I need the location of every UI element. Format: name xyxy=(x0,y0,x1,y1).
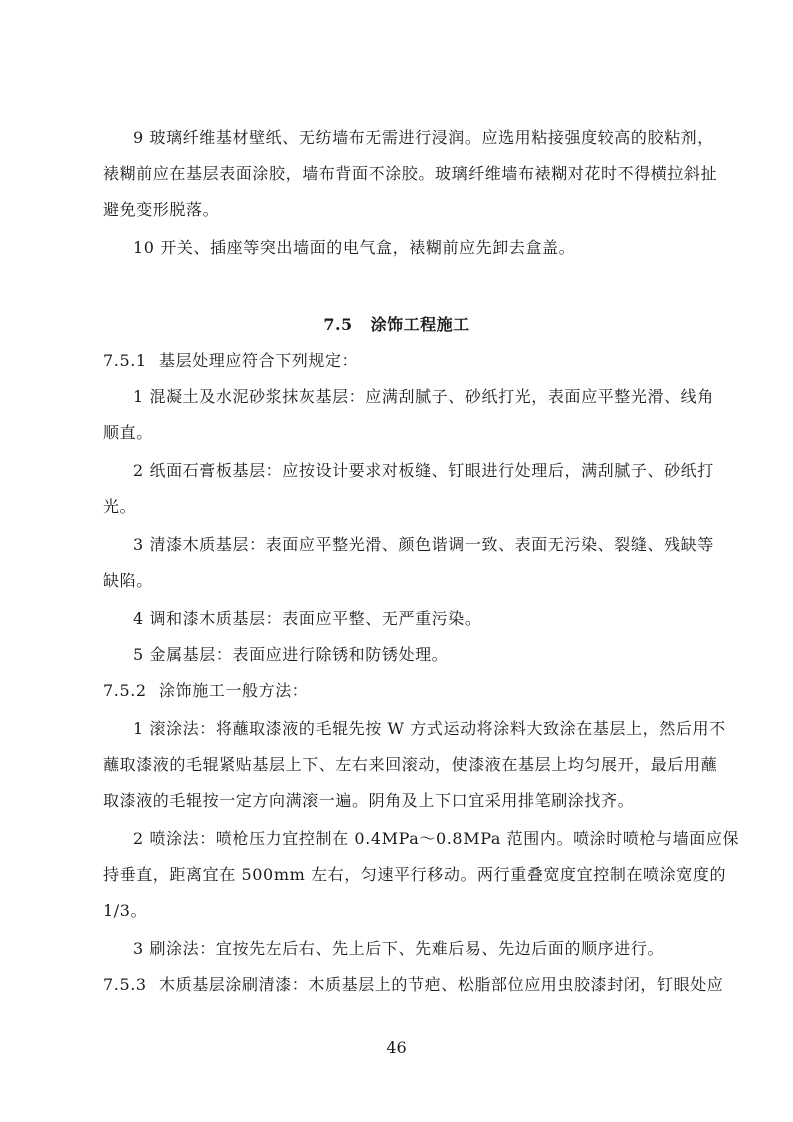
paragraph-line: 裱糊前应在基层表面涂胶，墙布背面不涂胶。玻璃纤维墙布裱糊对花时不得横拉斜扯 xyxy=(103,164,718,183)
section-heading xyxy=(0,315,793,335)
clause-number: 7.5.1 xyxy=(103,351,147,370)
paragraph-line: 10 开关、插座等突出墙面的电气盒，裱糊前应先卸去盒盖。 xyxy=(133,238,576,257)
paragraph-line: 2 纸面石膏板基层：应按设计要求对板缝、钉眼进行处理后，满刮腻子、砂纸打 xyxy=(133,461,714,480)
clause-number: 7.5.2 xyxy=(103,681,147,700)
paragraph-line: 5 金属基层：表面应进行除锈和防锈处理。 xyxy=(133,645,449,664)
paragraph-line: 持垂直，距离宜在 500mm 左右，匀速平行移动。两行重叠宽度宜控制在喷涂宽度的 xyxy=(103,865,727,884)
paragraph-line: 取漆液的毛辊按一定方向满滚一遍。阴角及上下口宜采用排笔刷涂找齐。 xyxy=(103,791,635,810)
paragraph-line: 蘸取漆液的毛辊紧贴基层上下、左右来回滚动，使漆液在基层上均匀展开，最后用蘸 xyxy=(103,755,718,774)
paragraph-line: 1 混凝土及水泥砂浆抹灰基层：应满刮腻子、砂纸打光，表面应平整光滑、线角 xyxy=(133,387,714,406)
section-title: 涂饰工程施工 xyxy=(370,315,470,334)
clause-7-5-3 xyxy=(103,975,723,995)
paragraph-line: 1 滚涂法：将蘸取漆液的毛辊先按 W 方式运动将涂料大致涂在基层上，然后用不 xyxy=(133,719,726,738)
paragraph-line: 光。 xyxy=(103,497,137,516)
clause-text: 基层处理应符合下列规定： xyxy=(159,351,359,370)
paragraph-line: 3 清漆木质基层：表面应平整光滑、颜色谐调一致、表面无污染、裂缝、残缺等 xyxy=(133,535,714,554)
paragraph-line: 1/3。 xyxy=(103,901,148,920)
clause-7-5-1 xyxy=(103,351,358,371)
section-number: 7.5 xyxy=(323,315,353,334)
clause-text: 涂饰施工一般方法： xyxy=(159,681,309,700)
paragraph-line: 3 刷涂法：宜按先左后右、先上后下、先难后易、先边后面的顺序进行。 xyxy=(133,939,665,958)
clause-text: 木质基层涂刷清漆：木质基层上的节疤、松脂部位应用虫胶漆封闭，钉眼处应 xyxy=(159,975,724,994)
paragraph-line: 顺直。 xyxy=(103,423,153,442)
paragraph-line: 缺陷。 xyxy=(103,571,153,590)
clause-number: 7.5.3 xyxy=(103,975,147,994)
paragraph-line: 2 喷涂法：喷枪压力宜控制在 0.4MPa～0.8MPa 范围内。喷涂时喷枪与墙面应保 xyxy=(133,829,740,848)
paragraph-line: 9 玻璃纤维基材壁纸、无纺墙布无需进行浸润。应选用粘接强度较高的胶粘剂， xyxy=(133,128,714,147)
clause-7-5-2 xyxy=(103,681,308,701)
paragraph-line: 避免变形脱落。 xyxy=(103,200,220,219)
page-number: 46 xyxy=(386,1038,407,1057)
paragraph-line: 4 调和漆木质基层：表面应平整、无严重污染。 xyxy=(133,609,482,628)
